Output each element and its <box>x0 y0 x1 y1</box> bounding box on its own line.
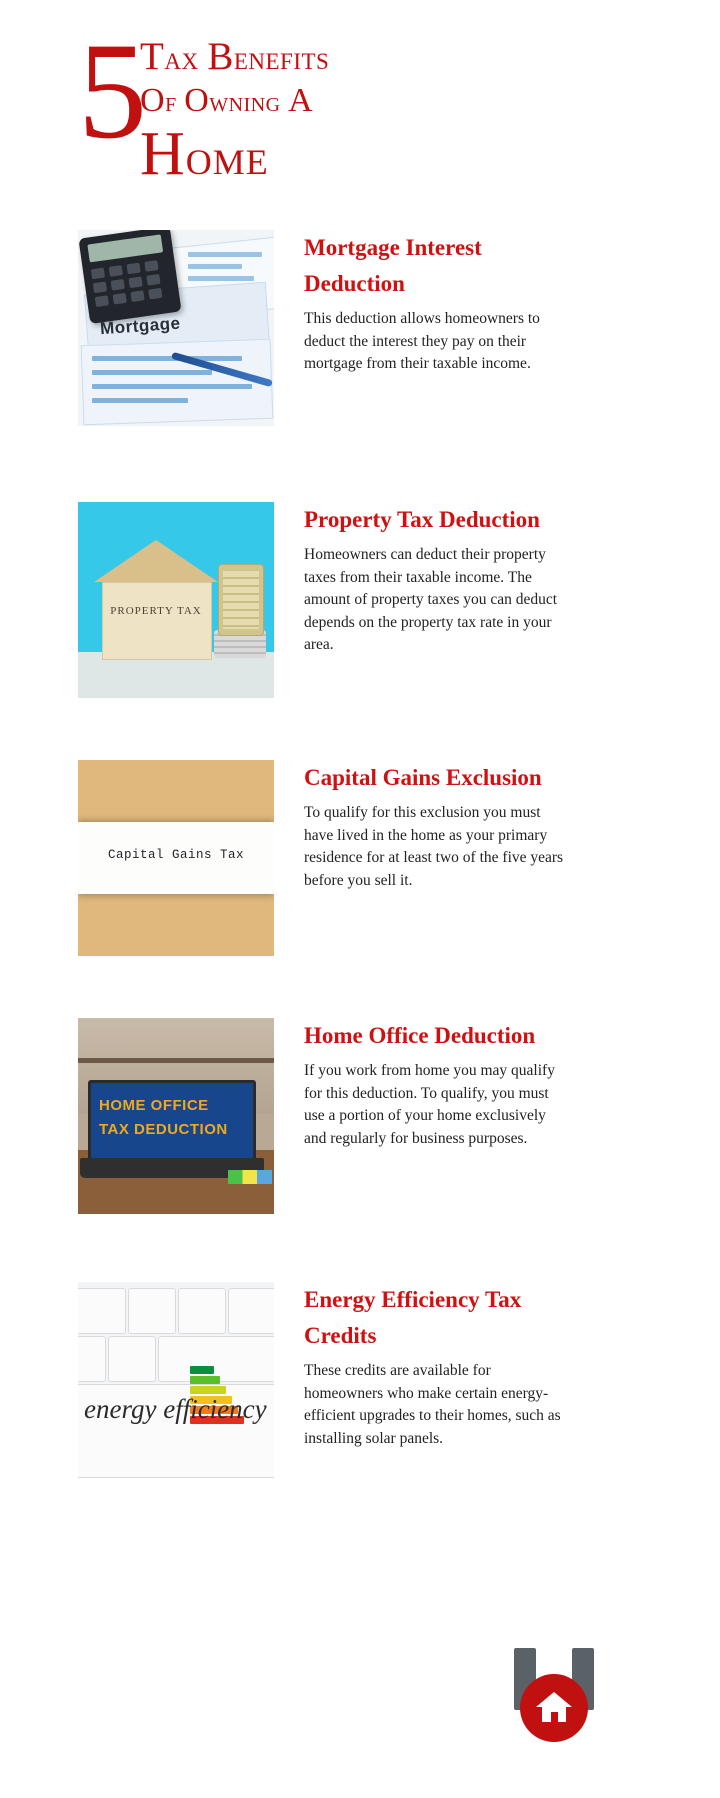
home-office-caption-line1: HOME OFFICE <box>99 1097 209 1114</box>
benefit-body-4: If you work from home you may qualify for this deduction. To qualify, you must use a portion of your home exclusively and regularly for business purposes. <box>304 1062 555 1147</box>
capital-gains-photo-caption: Capital Gains Tax <box>107 848 245 862</box>
title-block <box>140 35 610 188</box>
calculator-icon <box>78 230 181 324</box>
house-pillars-logo <box>508 1648 600 1758</box>
laptop-screen <box>88 1080 256 1162</box>
benefit-heading-5: Energy Efficiency Tax Credits <box>304 1287 522 1348</box>
benefit-body-5: These credits are available for homeowners who make certain energy-efficient upgrades to their homes, such as installing solar panels. <box>304 1362 561 1447</box>
benefit-text-2 <box>304 502 572 657</box>
property-tax-photo-caption: PROPERTY TAX <box>110 605 202 617</box>
benefit-text-4 <box>304 1018 572 1150</box>
capital-gains-torn-paper-photo <box>78 760 274 956</box>
benefit-heading-4: Home Office Deduction <box>304 1023 536 1048</box>
benefit-body-3: To qualify for this exclusion you must have lived in the home as your primary residence for at least two of the five years before you sell it. <box>304 804 564 889</box>
energy-efficiency-keyboard-photo <box>78 1282 274 1478</box>
home-office-laptop-photo <box>78 1018 274 1214</box>
mortgage-photo-caption: Mortgage <box>99 313 182 339</box>
big-number-5: 5 <box>78 14 147 167</box>
energy-efficiency-photo-caption: energy efficiency <box>84 1394 267 1424</box>
benefit-text-3 <box>304 760 572 892</box>
mortgage-paperwork-calculator-photo <box>78 230 274 426</box>
title-line-1: Tax Benefits <box>140 35 330 78</box>
title-line-2: Of Owning A <box>140 82 314 119</box>
home-office-caption-line2: TAX DEDUCTION <box>99 1121 228 1138</box>
benefit-text-5 <box>304 1282 572 1450</box>
benefit-heading-2: Property Tax Deduction <box>304 507 540 532</box>
infographic-header <box>0 0 720 215</box>
benefit-heading-1: Mortgage Interest Deduction <box>304 235 482 296</box>
property-tax-house-money-photo <box>78 502 274 698</box>
benefit-text-1 <box>304 230 572 376</box>
benefit-body-2: Homeowners can deduct their property taxes from their taxable income. The amount of property taxes you can deduct depends on the property tax rate in your area. <box>304 546 558 653</box>
benefit-heading-3: Capital Gains Exclusion <box>304 765 542 790</box>
benefit-body-1: This deduction allows homeowners to deduct the interest they pay on their mortgage from their taxable income. <box>304 310 540 372</box>
title-line-3: Home <box>140 120 269 188</box>
